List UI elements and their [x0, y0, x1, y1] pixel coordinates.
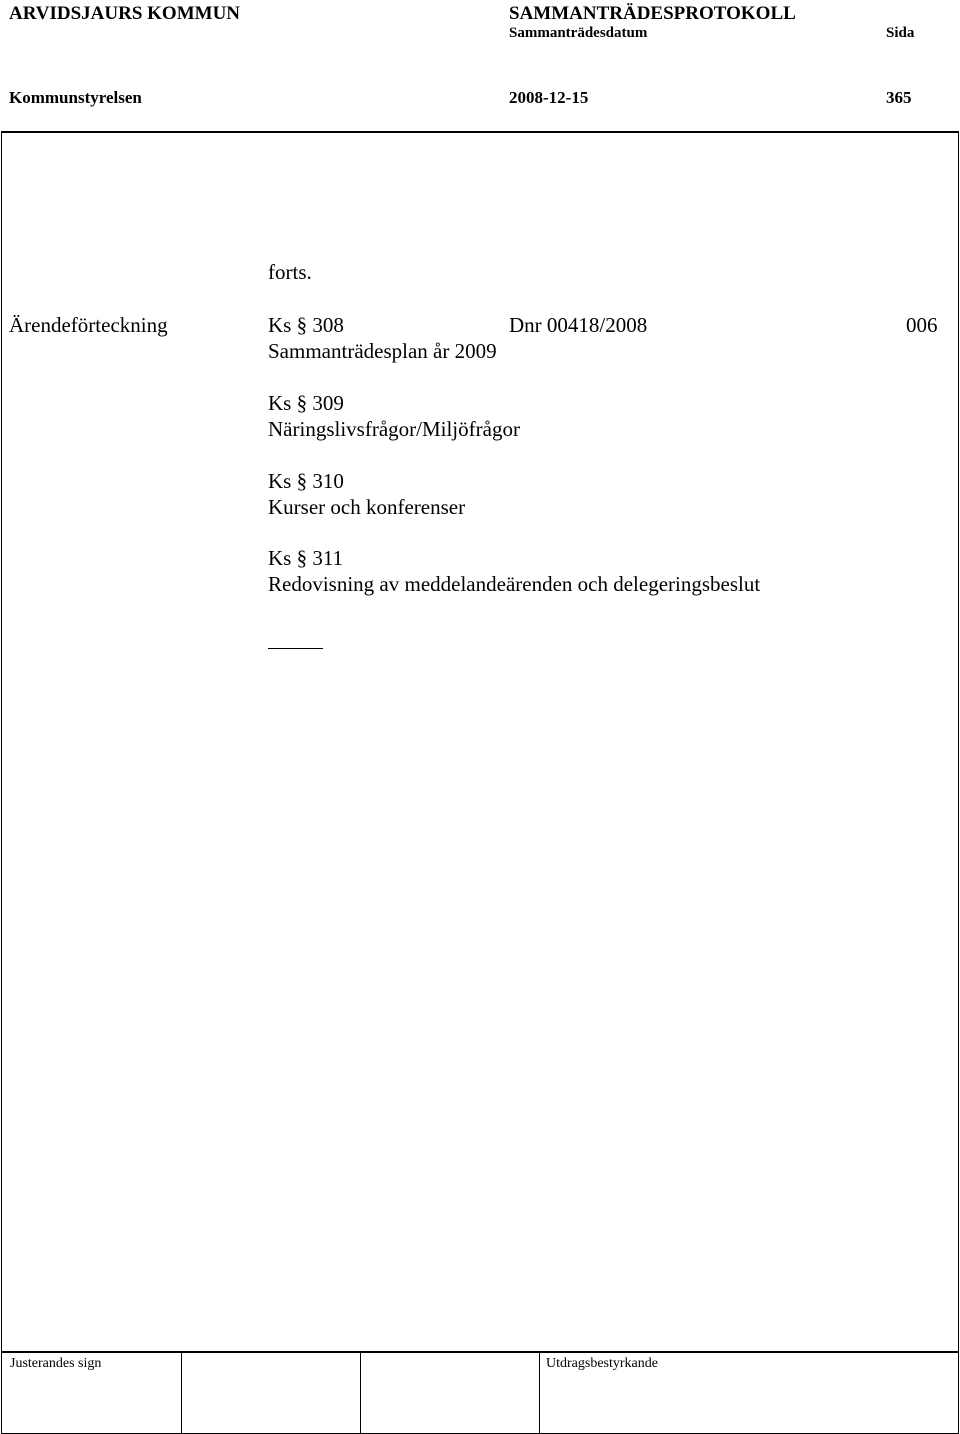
meeting-date: 2008-12-15: [509, 88, 589, 107]
signature-divider: [360, 1353, 361, 1433]
page-label: Sida: [886, 25, 915, 41]
organization-name: ARVIDSJAURS KOMMUN: [9, 3, 241, 24]
item-dnr: Dnr 00418/2008: [509, 313, 648, 337]
item-title: Näringslivsfrågor/Miljöfrågor: [268, 417, 520, 441]
signature-footer: [1, 1351, 959, 1434]
item-title: Redovisning av meddelandeärenden och delegeringsbeslut: [268, 572, 761, 596]
signature-divider: [539, 1353, 540, 1433]
continued-note: forts.: [268, 260, 312, 284]
item-title: Kurser och konferenser: [268, 495, 466, 519]
date-label: Sammanträdesdatum: [509, 25, 648, 41]
sign-label: Justerandes sign: [10, 1356, 102, 1371]
item-ks-number: Ks § 309: [268, 391, 344, 415]
item-title: Sammanträdesplan år 2009: [268, 339, 497, 363]
item-ks-number: Ks § 311: [268, 546, 344, 570]
page-number: 365: [886, 88, 912, 107]
section-label: Ärendeförteckning: [9, 313, 168, 337]
item-code: 006: [906, 313, 938, 337]
committee-name: Kommunstyrelsen: [9, 88, 142, 107]
document-type: SAMMANTRÄDESPROTOKOLL: [509, 3, 796, 24]
extract-label: Utdragsbestyrkande: [546, 1356, 658, 1371]
item-ks-number: Ks § 310: [268, 469, 344, 493]
end-rule: [268, 648, 323, 649]
signature-divider: [181, 1353, 182, 1433]
item-ks-number: Ks § 308: [268, 313, 344, 337]
